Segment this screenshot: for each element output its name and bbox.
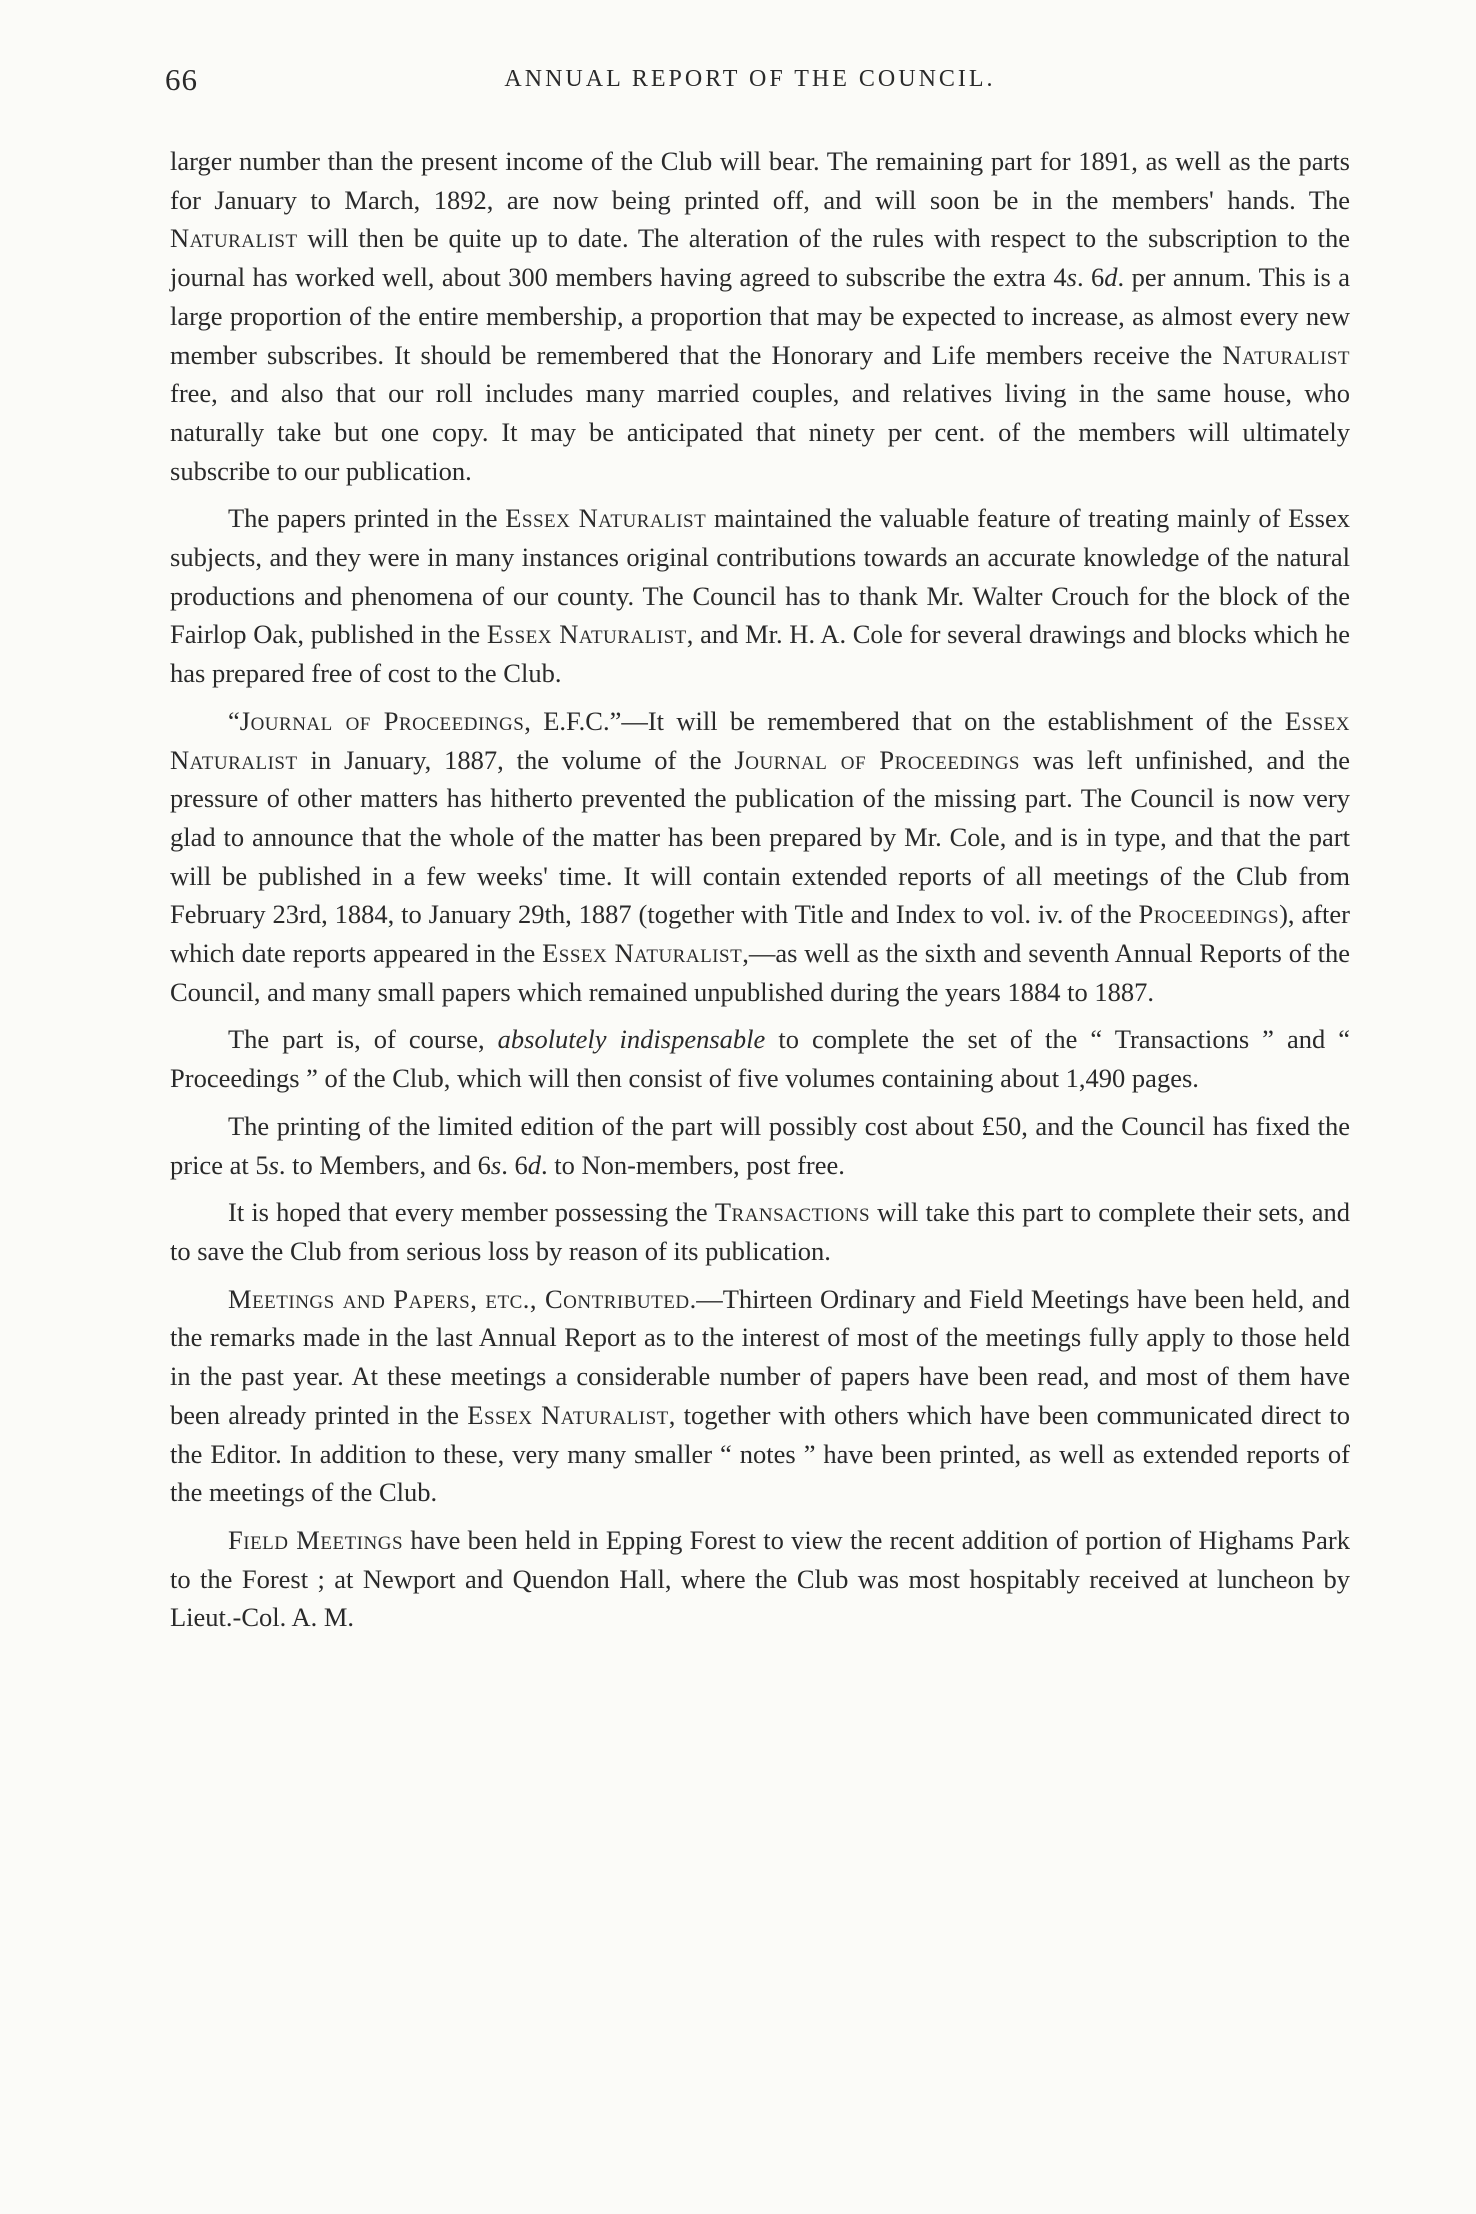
- italic-run: d: [1104, 262, 1118, 293]
- paragraph-journal-of-proceedings: [170, 702, 1350, 1012]
- text-run: “: [228, 705, 240, 736]
- italic-run: d: [527, 1149, 541, 1180]
- text-run: will take this part to complete their sets, and to save the Club from serious loss by reason of its publication.: [170, 1197, 1350, 1266]
- text-run: . 6: [501, 1149, 528, 1180]
- text-run: in January, 1887, the volume of the: [297, 744, 735, 775]
- italic-run: s: [1066, 262, 1077, 293]
- text-run: .—Thirteen Ordinary and Field Meetings have been held, and the remarks made in the last Annual Report as to the interest of most of the meetings fully apply to those held in the past year. At these meetings a considerable number of papers have been read, and most of them have been already printed in the: [170, 1283, 1350, 1430]
- small-caps-run: Proceedings: [1138, 899, 1280, 930]
- small-caps-run: Essex Naturalist: [486, 619, 687, 650]
- small-caps-run: Essex Naturalist: [505, 503, 707, 534]
- text-run: have been held in Epping Forest to view the recent addition of portion of Highams Park to the Forest ; at Newport and Quendon Hall, where the Club was most hospitably received at luncheon by Lieut.-Col. A. M.: [170, 1524, 1351, 1633]
- small-caps-run: Transactions: [714, 1197, 871, 1228]
- italic-run: s: [490, 1149, 502, 1180]
- text-run: free, and also that our roll includes many married couples, and relatives living in the same house, who naturally take but one copy. It may be anticipated that ninety per cent. of the members will ultimately subscribe to our publication.: [170, 378, 1350, 486]
- small-caps-run: Field Meetings: [228, 1524, 404, 1555]
- paragraph-indispensable-part: [170, 1020, 1350, 1097]
- small-caps-run: Essex Naturalist: [170, 705, 1350, 775]
- small-caps-run: Essex Naturalist: [542, 938, 743, 969]
- paragraph-printing-cost: [170, 1107, 1350, 1184]
- body-text: [170, 142, 1350, 1637]
- text-run: will then be quite up to date. The alteration of the rules with respect to the subscription to the journal has worked well, about 300 members having agreed to subscribe the extra 4: [170, 223, 1350, 293]
- text-run: maintained the valuable feature of treating mainly of Essex subjects, and they were in many instances original contributions towards an accurate knowledge of the natural productions and phenomena of our county. The Council has to thank Mr. Walter Crouch for the block of the Fairlop Oak, published in the: [170, 503, 1350, 650]
- text-run: . per annum. This is a large proportion of the entire membership, a proportion that may be expected to increase, as almost every new member subscribes. It should be remembered that the Honorary and Life members receive the: [170, 262, 1350, 370]
- small-caps-run: Journal of Proceedings: [734, 744, 1020, 775]
- text-run: to complete the set of the “ Transactions ” and “ Proceedings ” of the Club, which will then consist of five volumes containing about 1,490 pages.: [170, 1024, 1350, 1094]
- text-run: was left unfinished, and the pressure of other matters has hitherto prevented the publication of the missing part. The Council is now very glad to announce that the whole of the matter has been prepared by Mr. Cole, and is in type, and that the part will be published in a few weeks' time. It will contain extended reports of all meetings of the Club from February 23rd, 1884, to January 29th, 1887 (together with Title and Index to vol. iv. of the: [170, 744, 1350, 930]
- text-run: ), after which date reports appeared in the: [170, 899, 1350, 969]
- text-run: . 6: [1076, 262, 1105, 293]
- text-run: . to Members, and 6: [278, 1149, 491, 1180]
- paragraph-continuation: [170, 142, 1350, 490]
- paragraph-transactions-hope: [170, 1193, 1350, 1270]
- text-run: , and Mr. H. A. Cole for several drawings and blocks which he has prepared free of cost to the Club.: [170, 619, 1350, 689]
- text-run: The papers printed in the: [228, 503, 506, 534]
- small-caps-run: Meetings and Papers, etc., Contributed: [228, 1283, 690, 1314]
- small-caps-run: Naturalist: [170, 223, 298, 254]
- text-run: The part is, of course,: [228, 1024, 498, 1055]
- small-caps-run: Naturalist: [1222, 339, 1350, 370]
- text-run: . to Non-members, post free.: [540, 1149, 845, 1180]
- small-caps-run: Journal of Proceedings: [239, 705, 525, 736]
- text-run: , together with others which have been communicated direct to the Editor. In addition to these, very many smaller “ notes ” have been printed, as well as extended reports of the meetings of the Club.: [170, 1399, 1351, 1508]
- paragraph-field-meetings: [170, 1521, 1350, 1637]
- italic-run: s: [268, 1149, 279, 1180]
- page-number: 66: [165, 62, 198, 97]
- small-caps-run: Essex Naturalist: [467, 1399, 669, 1430]
- text-run: The printing of the limited edition of the part will possibly cost about £50, and the Council has fixed the price at 5: [170, 1110, 1350, 1180]
- paragraph-essex-naturalist-papers: [170, 499, 1350, 693]
- text-run: , E.F.C.”—It will be remembered that on the establishment of the: [524, 705, 1285, 736]
- text-run: It is hoped that every member possessing the: [228, 1197, 715, 1228]
- italic-run: absolutely indispensable: [497, 1024, 766, 1055]
- text-run: larger number than the present income of the Club will bear. The remaining part for 1891, as well as the parts for January to March, 1892, are now being printed off, and will soon be in the members' hands. The: [170, 146, 1350, 215]
- text-run: ,—as well as the sixth and seventh Annual Reports of the Council, and many small papers which remained unpublished during the years 1884 to 1887.: [170, 938, 1350, 1007]
- page-header: [165, 62, 1335, 106]
- running-head: ANNUAL REPORT OF THE COUNCIL.: [504, 66, 996, 92]
- paragraph-meetings-and-papers: [170, 1280, 1350, 1512]
